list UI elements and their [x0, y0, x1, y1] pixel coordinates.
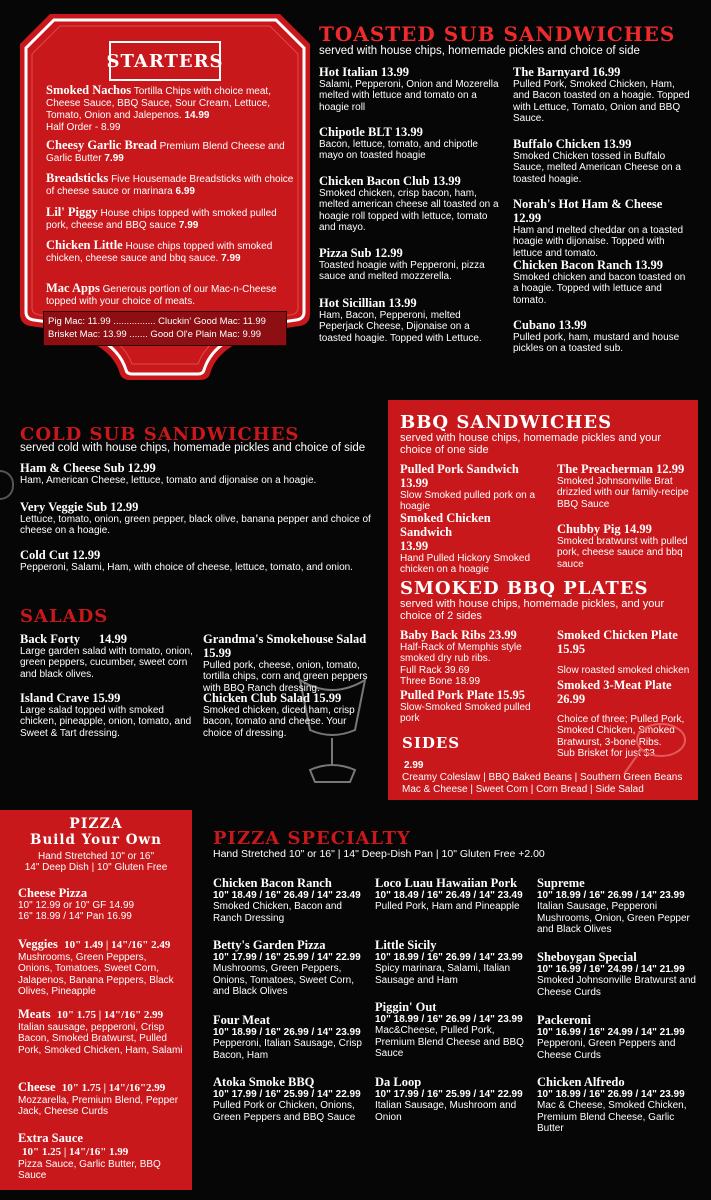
item-price: 13.99 [634, 258, 664, 272]
item-desc: Slow-Smoked Smoked pulled pork [400, 702, 531, 725]
item-desc: 10" 12.99 or 10" GF 14.99 [18, 900, 135, 911]
menu-item [213, 1013, 373, 1061]
item-price: 10" 1.75 | 14"/16" 2.99 [56, 1009, 164, 1021]
item-price: 7.99 [178, 220, 199, 231]
item-name: Chicken Bacon Ranch [513, 258, 632, 272]
menu-item [557, 522, 692, 570]
item-price: 13.99 [380, 65, 409, 79]
item-desc: Pizza Sauce, Garlic Butter, BBQ Sauce [18, 1159, 161, 1182]
menu-item [213, 876, 373, 924]
item-name: Smoked Chicken Sandwich [400, 511, 491, 539]
item-desc: Pulled Pork, Ham and Pineapple [375, 901, 520, 913]
item-price: 12.99 [513, 211, 542, 225]
item-name: Little Sicily [375, 938, 437, 952]
sides-line: Creamy Coleslaw | BBQ Baked Beans | Southern Green Beans [402, 772, 683, 783]
item-price: 13.99 [400, 539, 429, 553]
item-price: 13.99 [400, 476, 429, 490]
sides-title: SIDES [402, 734, 461, 752]
menu-item [513, 137, 693, 185]
item-name: Loco Luau Hawaiian Pork [375, 876, 518, 890]
toasted-subs-title: TOASTED SUB SANDWICHES [319, 22, 676, 46]
sides-price: 2.99 [404, 760, 424, 771]
item-name: Supreme [537, 876, 585, 890]
item-price: 13.99 [394, 125, 423, 139]
bbq-panel [388, 400, 698, 800]
item-desc: Smoked chicken and bacon toasted on a hoagie. Topped with lettuce and tomato. [513, 272, 686, 306]
build-your-own-title: Build Your Own [30, 832, 162, 848]
menu-item [400, 511, 540, 576]
item-price: 12.99 [374, 246, 403, 260]
item-price: 10" 18.99 / 16" 26.99 / 14" 23.99 [537, 890, 685, 901]
item-desc: Large garden salad with tomato, onion, green peppers, cucumber, sweet corn and black olives. [20, 646, 193, 680]
item-name: Cold Cut [20, 548, 69, 562]
menu-item [20, 548, 375, 573]
item-price: 15.99 [313, 691, 342, 705]
item-name: Chicken Club Salad [203, 691, 310, 705]
item-desc: Five Housemade Breadsticks with choice of cheese sauce or marinara [46, 174, 294, 197]
item-price: 15.95 [557, 642, 586, 656]
mac-prices-box [43, 311, 287, 346]
item-name: Smoked 3-Meat Plate [557, 678, 672, 692]
item-desc: Ham and melted cheddar on a toasted hoagie with dijonaise. Topped with lettuce and tomato. [513, 225, 684, 259]
bbq-grill-outline-icon [616, 718, 691, 778]
item-name: The Preacherman [557, 462, 653, 476]
item-desc: House chips topped with smoked chicken, cheese sauce and bbq sauce. [46, 241, 273, 264]
item-name: Meats [18, 1007, 51, 1021]
item-desc: Mac & Cheese, Smoked Chicken, Premium Blend Cheese, Garlic Butter [537, 1100, 687, 1135]
menu-item [18, 1131, 183, 1182]
menu-item [375, 1000, 533, 1060]
item-name: Betty's Garden Pizza [213, 938, 326, 952]
menu-item [537, 876, 697, 936]
item-name: Sheboygan Special [537, 950, 637, 964]
item-name: Grandma's Smokehouse Salad [203, 632, 367, 646]
item-name: Norah's Hot Ham & Cheese [513, 197, 663, 211]
starters-panel [20, 14, 310, 380]
item-price: 12.99 [72, 548, 101, 562]
item-price: 10" 17.99 / 16" 25.99 / 14" 22.99 [375, 1089, 523, 1100]
item-desc: Hand Pulled Hickory Smoked chicken on a hoagie [400, 553, 531, 576]
item-name: Back Forty [20, 632, 81, 646]
item-price: 13.99 [558, 318, 587, 332]
item-desc: Italian sausage, pepperoni, Crisp Bacon, Smoked Bratwurst, Pulled Pork, Smoked Chicken, Ham, Salami [18, 1022, 183, 1056]
item-price: 7.99 [221, 253, 241, 264]
item-desc: Pulled Pork, Smoked Chicken, Ham, and Bacon toasted on a hoagie. Topped with Lettuce, Tomato, Onion and BBQ Sauce. [513, 79, 690, 125]
item-name: Chicken Bacon Club [319, 174, 430, 188]
item-desc: Pepperoni, Italian Sausage, Crisp Bacon, Ham [213, 1038, 362, 1061]
item-name: Chipotle BLT [319, 125, 392, 139]
item-price: 12.99 [656, 462, 685, 476]
item-name: Mac Apps [46, 281, 100, 295]
item-name: Extra Sauce [18, 1131, 83, 1145]
item-desc: Toasted hoagie with Pepperoni, pizza sauce and melted mozzerella. [319, 260, 485, 283]
item-price: 10" 18.99 / 16" 26.99 / 14" 23.99 [375, 952, 523, 963]
menu-item [20, 500, 375, 537]
item-price: 23.99 [488, 628, 517, 642]
menu-item [319, 246, 499, 283]
item-name: Four Meat [213, 1013, 271, 1027]
item-name: Island Crave [20, 691, 90, 705]
build-your-own-panel [0, 810, 192, 1190]
item-name: Chicken Bacon Ranch [213, 876, 332, 890]
item-price: 10" 18.99 / 16" 26.99 / 14" 23.99 [213, 1027, 361, 1038]
item-desc: Pepperoni, Green Peppers and Cheese Curds [537, 1038, 676, 1061]
menu-item [46, 206, 296, 232]
item-price: 10" 18.49 / 16" 26.49 / 14" 23.49 [375, 890, 523, 901]
mac-line: Brisket Mac: 13.99 ....... Good Ol'e Plain Mac: 9.99 [48, 329, 262, 340]
menu-item [213, 938, 373, 998]
item-price: 15.99 [92, 691, 121, 705]
menu-item [513, 258, 693, 306]
item-price: 10" 18.99 / 16" 26.99 / 14" 23.99 [537, 1089, 685, 1100]
item-name: Pulled Pork Plate [400, 688, 494, 702]
menu-item [537, 1013, 697, 1061]
pizza-specialty-title: PIZZA SPECIALTY [213, 828, 411, 849]
item-desc: Premium Blend Cheese and Garlic Butter [46, 141, 285, 164]
item-desc: Italian Sausage, Mushroom and Onion [375, 1100, 517, 1123]
item-name: Breadsticks [46, 171, 109, 185]
item-price: 10" 1.25 | 14"/16" 1.99 [22, 1146, 129, 1158]
menu-item [400, 628, 545, 688]
item-price: 15.99 [203, 646, 232, 660]
cold-subs-title: COLD SUB SANDWICHES [20, 424, 300, 445]
menu-item [203, 632, 383, 694]
item-price: 6.99 [175, 186, 195, 197]
item-price: 14.99 [623, 522, 652, 536]
item-desc: Spicy marinara, Salami, Italian Sausage and Ham [375, 963, 511, 986]
item-desc: Tortilla Chips with choice meat, Cheese Sauce, BBQ Sauce, Sour Cream, Lettuce, Tomato, Onion and Jalepenos. [46, 86, 271, 121]
item-desc: Generous portion of our Mac-n-Cheese topped with your choice of meats. [46, 284, 277, 307]
item-price: 7.99 [104, 153, 124, 164]
menu-item [46, 84, 296, 134]
item-price: 14.99 [184, 110, 210, 121]
item-name: Smoked Chicken Plate [557, 628, 678, 642]
menu-item [46, 239, 296, 265]
item-name: Da Loop [375, 1075, 422, 1089]
item-price: 10" 1.49 | 14"/16" 2.49 [64, 939, 171, 951]
item-name: Cheesy Garlic Bread [46, 138, 157, 152]
menu-item [46, 172, 296, 198]
menu-item [319, 174, 499, 234]
item-desc: Smoked Chicken, Bacon and Ranch Dressing [213, 901, 342, 924]
bbq-sandwiches-subtitle: served with house chips, homemade pickles and your choice of one side [400, 432, 662, 456]
item-desc: Pepperoni, Salami, Ham, with choice of cheese, lettuce, tomato, and onion. [20, 562, 353, 573]
item-desc: Slow Smoked pulled pork on a hoagie [400, 490, 536, 513]
item-price: 10" 16.99 / 16" 24.99 / 14" 21.99 [537, 964, 685, 975]
item-extra: Half Order - 8.99 [46, 122, 121, 133]
menu-item [537, 950, 697, 998]
item-desc: Smoked Johnsonville Brat drizzled with our family-recipe BBQ Sauce [557, 476, 689, 510]
menu-item [400, 462, 540, 513]
item-name: Piggin' Out [375, 1000, 437, 1014]
item-name: Buffalo Chicken [513, 137, 601, 151]
bbq-plates-title: SMOKED BBQ PLATES [400, 578, 649, 599]
item-price: 10" 16.99 / 16" 24.99 / 14" 21.99 [537, 1027, 685, 1038]
item-name: Chicken Alfredo [537, 1075, 625, 1089]
item-price: 15.95 [496, 688, 525, 702]
menu-item [18, 1080, 183, 1118]
item-name: Baby Back Ribs [400, 628, 486, 642]
item-desc: Mozzarella, Premium Blend, Pepper Jack, Cheese Curds [18, 1095, 179, 1118]
item-desc: Salami, Pepperoni, Onion and Mozerella melted with lettuce and tomato on a hoagie roll [319, 79, 499, 113]
item-price: 13.99 [388, 296, 417, 310]
item-desc: Ham, American Cheese, lettuce, tomato and dijonaise on a hoagie. [20, 475, 317, 486]
item-desc: Pulled pork, cheese, onion, tomato, tortilla chips, corn and green peppers with BBQ Ranch dressing. [203, 660, 368, 694]
menu-item [319, 125, 499, 162]
menu-item [513, 197, 693, 259]
menu-item [20, 461, 370, 486]
item-extra: Sub Brisket for just $3 [557, 748, 655, 760]
item-name: Smoked Nachos [46, 83, 132, 97]
item-name: Hot Italian [319, 65, 378, 79]
item-desc: Choice of three; Pulled Pork, Smoked Chicken, Smoked Bratwurst, 3-bone Ribs. [557, 714, 685, 748]
item-desc: Smoked Johnsonville Bratwurst and Cheese Curds [537, 975, 696, 998]
bbq-plates-subtitle: served with house chips, homemade pickles, and your choice of 2 sides [400, 598, 665, 622]
item-desc: Slow roasted smoked chicken [557, 665, 690, 676]
item-name: Atoka Smoke BBQ [213, 1075, 315, 1089]
menu-item [18, 1007, 183, 1056]
item-name: Hot Sicillian [319, 296, 386, 310]
item-price: 16.99 [592, 65, 621, 79]
bbq-sandwiches-title: BBQ SANDWICHES [400, 412, 613, 433]
menu-item [557, 628, 692, 676]
item-price: 12.99 [110, 500, 139, 514]
item-name: Pulled Pork Sandwich [400, 462, 519, 476]
menu-item [319, 65, 499, 113]
toasted-subs-subtitle: served with house chips, homemade pickles and choice of side [319, 45, 640, 57]
menu-item [20, 691, 195, 739]
menu-item [18, 886, 183, 923]
item-price: 10" 17.99 / 16" 25.99 / 14" 22.99 [213, 952, 361, 963]
item-name: Packeroni [537, 1013, 591, 1027]
item-desc: Pulled Pork or Chicken, Onions, Green Peppers and BBQ Sauce [213, 1100, 356, 1123]
item-desc: Mac&Cheese, Pulled Pork, Premium Blend Cheese and BBQ Sauce [375, 1025, 524, 1060]
item-desc: Large salad topped with smoked chicken, pineapple, onion, tomato, and Sweet & Tart dressing. [20, 705, 192, 739]
item-price: 10" 17.99 / 16" 25.99 / 14" 22.99 [213, 1089, 361, 1100]
pizza-title: PIZZA [69, 816, 123, 832]
menu-item [400, 688, 545, 725]
item-desc: Half-Rack of Memphis style smoked dry rub ribs. [400, 642, 522, 665]
item-desc: Italian Sausage, Pepperoni Mushrooms, Onion, Green Pepper and Black Olives [537, 901, 690, 936]
pizza-specialty-subtitle: Hand Stretched 10" or 16" | 14" Deep-Dish Pan | 10" Gluten Free +2.00 [213, 848, 545, 860]
sides-line: Mac & Cheese | Sweet Corn | Corn Bread | Side Salad [402, 784, 644, 795]
item-name: Cheese [18, 1080, 56, 1094]
item-price: 10" 1.75 | 14"/16"2.99 [61, 1082, 166, 1094]
menu-item [537, 1075, 697, 1135]
build-subtitle: 14" Deep Dish | 10" Gluten Free [24, 862, 168, 873]
item-price: 12.99 [127, 461, 156, 475]
menu-item [46, 139, 296, 165]
item-price: 26.99 [557, 692, 586, 706]
item-price: 10" 18.99 / 16" 26.99 / 14" 23.99 [375, 1014, 523, 1025]
item-name: Pizza Sub [319, 246, 372, 260]
item-desc: 16" 18.99 / 14" Pan 16.99 [18, 911, 132, 923]
item-name: Chicken Little [46, 238, 123, 252]
item-desc: Smoked chicken, diced ham, crisp bacon, tomato and cheese. Your choice of dressing. [203, 705, 355, 739]
menu-item [213, 1075, 373, 1123]
item-price: 14.99 [98, 632, 127, 646]
item-desc: Ham, Bacon, Pepperoni, melted Peperjack Cheese, Dijonaise on a toasted hoagie. Topped with Lettuce. [319, 310, 482, 344]
menu-item [18, 937, 183, 998]
menu-item [319, 296, 499, 344]
item-extra: Three Bone 18.99 [400, 676, 481, 688]
item-extra: Full Rack 39.69 [400, 664, 470, 676]
build-subtitle: Hand Stretched 10" or 16" [37, 851, 155, 862]
menu-item [375, 876, 533, 913]
chef-outline-icon [0, 470, 14, 500]
cold-subs-subtitle: served cold with house chips, homemade pickles and choice of side [20, 442, 366, 454]
item-desc: Smoked Chicken tossed in Buffalo Sauce, melted American Cheese on a toasted hoagie. [513, 151, 681, 185]
menu-item [557, 462, 692, 510]
menu-item [203, 691, 373, 739]
item-name: Veggies [18, 937, 58, 951]
menu-item [46, 282, 296, 308]
item-name: The Barnyard [513, 65, 590, 79]
item-desc: House chips topped with smoked pulled pork, cheese and BBQ sauce [46, 208, 277, 231]
salads-title: SALADS [20, 606, 109, 627]
item-price: 13.99 [432, 174, 461, 188]
menu-item [375, 938, 533, 986]
menu-item [513, 65, 693, 125]
item-price: 10" 18.49 / 16" 26.49 / 14" 23.49 [213, 890, 361, 901]
item-name: Chubby Pig [557, 522, 621, 536]
item-name: Cheese Pizza [18, 886, 88, 900]
item-name: Very Veggie Sub [20, 500, 108, 514]
item-desc: Mushrooms, Green Peppers, Onions, Tomatoes, Sweet Corn, and Black Olives [213, 963, 354, 998]
mac-line: Pig Mac: 11.99 ................ Cluckin' Good Mac: 11.99 [48, 316, 266, 327]
menu-item [20, 632, 200, 680]
menu-item [375, 1075, 533, 1123]
item-desc: Lettuce, tomato, onion, green pepper, black olive, banana pepper and choice of cheese on a hoagie. [20, 514, 371, 537]
item-name: Cubano [513, 318, 556, 332]
item-desc: Pulled pork, ham, mustard and house pickles on a toasted sub. [513, 332, 680, 355]
item-desc: Smoked chicken, crisp bacon, ham, melted american cheese all toasted on a hoagie roll topped with lettuce, tomato and mayo. [319, 188, 499, 234]
item-name: Lil' Piggy [46, 205, 98, 219]
item-desc: Smoked bratwurst with pulled pork, cheese sauce and bbq sauce [557, 536, 688, 570]
item-desc: Bacon, lettuce, tomato, and chipotle mayo on toasted hoagie [319, 139, 478, 162]
starters-title: STARTERS [106, 51, 224, 72]
item-desc: Mushrooms, Green Peppers, Onions, Tomatoes, Sweet Corn, Jalapenos, Banana Peppers, Black Olives, Pineapple [18, 952, 174, 998]
menu-item [513, 318, 693, 355]
item-name: Ham & Cheese Sub [20, 461, 125, 475]
item-price: 13.99 [603, 137, 632, 151]
